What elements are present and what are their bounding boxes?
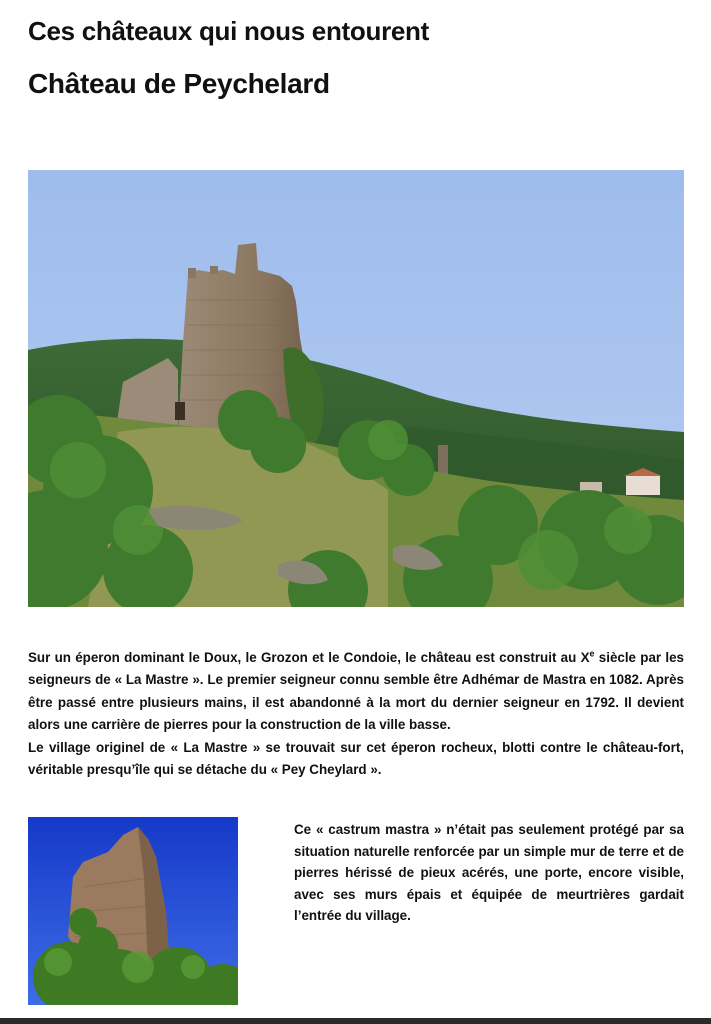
paragraph-history — [28, 647, 684, 736]
castle-photo — [28, 170, 684, 607]
paragraph-village: Le village originel de « La Mastre » se trouvait sur cet éperon rocheux, blotti contre le château-fort, véritable presqu’île qui se détache du « Pey Cheylard ». — [28, 740, 684, 778]
tower-photo — [28, 817, 238, 1005]
century-superscript: e — [589, 648, 595, 659]
paragraph-castrum: Ce « castrum mastra » n’était pas seulement protégé par sa situation naturelle renforcée par un simple mur de terre et de pierres hérissé de pieux acérés, une porte, encore visible, avec ses murs épais et équipée de meurtrières gardait l’entrée du village. — [294, 822, 684, 923]
bottom-edge-bar — [0, 1018, 711, 1024]
page-subtitle: Château de Peychelard — [28, 68, 330, 99]
paragraph-history-part2: siècle par les seigneurs de « La Mastre ». Le premier seigneur connu semble être Adhémar de Mastra en 1082. Après être passé entre plusieurs mains, il est abandonné à la mort du dernier seigneur en 1792. Il devient alors une carrière de pierres pour la construction de la ville basse. — [28, 650, 684, 732]
page-title: Ces châteaux qui nous entourent — [28, 16, 429, 46]
paragraph-history-part1: Sur un éperon dominant le Doux, le Grozon et le Condoie, le château est construit au X — [28, 650, 590, 665]
